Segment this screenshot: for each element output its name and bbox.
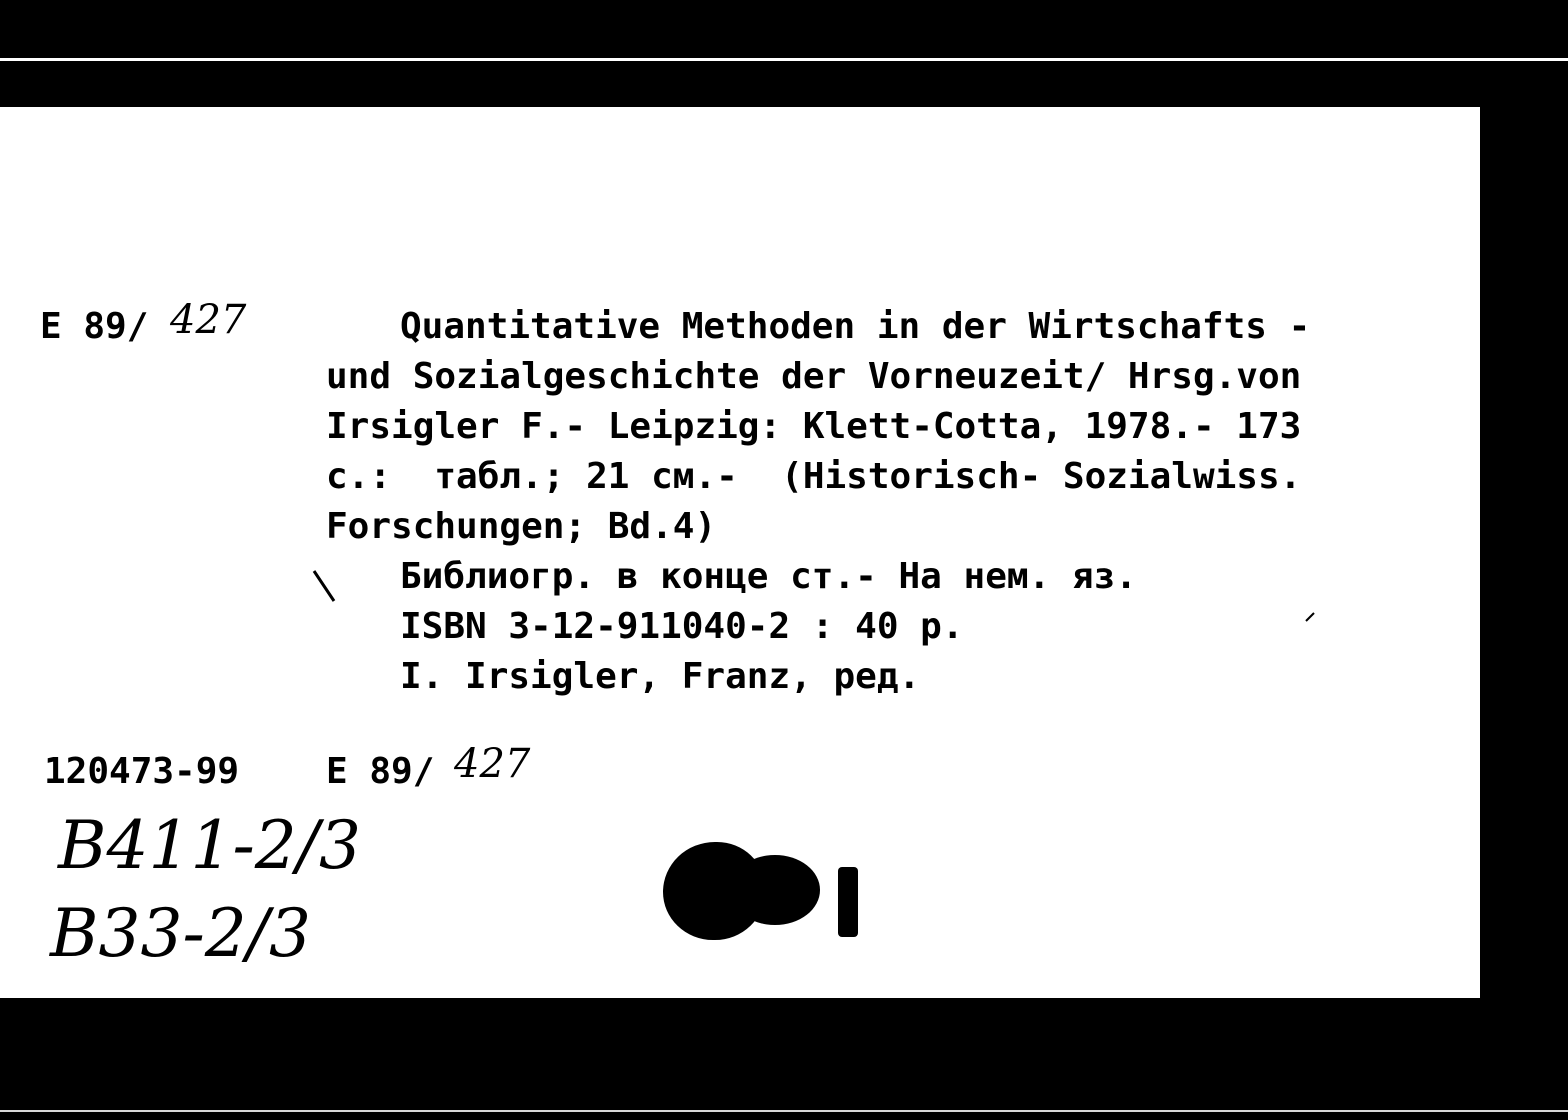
accession-number: 120473-99 xyxy=(44,751,240,792)
editor-entry: I. Irsigler, Franz, ред. xyxy=(400,656,921,697)
scan-border-bottom xyxy=(0,1110,1568,1112)
handwritten-mark-2: B33-2/3 xyxy=(50,895,312,972)
title-line-2: und Sozialgeschichte der Vorneuzeit/ Hrsg.von xyxy=(326,356,1302,397)
series-line: Forschungen; Bd.4) xyxy=(326,506,717,547)
catalog-card xyxy=(0,107,1480,998)
collation-line: c.: табл.; 21 см.- (Historisch- Sozialwiss. xyxy=(326,456,1302,497)
imprint-line: Irsigler F.- Leipzig: Klett-Cotta, 1978.- 173 xyxy=(326,406,1302,447)
handwritten-mark-1: B411-2/3 xyxy=(58,807,361,884)
footer-call-number-handwritten: 427 xyxy=(454,741,531,787)
footer-call-number-printed: E 89/ xyxy=(326,751,435,792)
speck-mark xyxy=(1300,607,1320,627)
ink-blob-right xyxy=(730,855,820,925)
pen-tick-mark xyxy=(310,567,340,607)
scan-border-top xyxy=(0,58,1568,61)
bibliography-note: Библиогр. в конце ст.- На нем. яз. xyxy=(400,556,1137,597)
call-number-printed: E 89/ xyxy=(40,306,149,347)
isbn-line: ISBN 3-12-911040-2 : 40 p. xyxy=(400,606,964,647)
ink-bar-mark xyxy=(838,867,858,937)
call-number-handwritten: 427 xyxy=(170,297,247,343)
title-line-1: Quantitative Methoden in der Wirtschafts - xyxy=(400,306,1311,347)
